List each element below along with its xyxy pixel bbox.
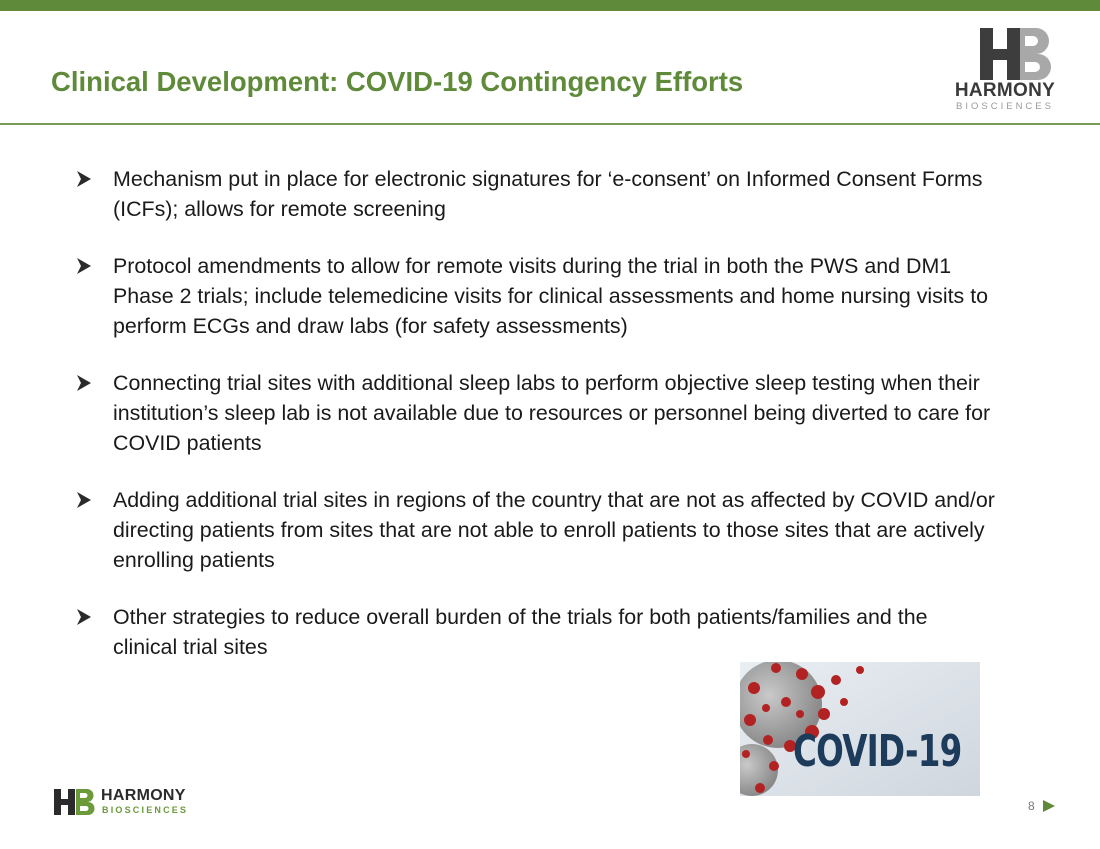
next-arrow-icon bbox=[1042, 799, 1056, 813]
arrow-bullet-icon bbox=[76, 491, 92, 509]
bullet-text: Other strategies to reduce overall burden of the trials for both patients/families and the clinical trial sites bbox=[113, 605, 928, 659]
footer-logo bbox=[54, 786, 214, 818]
bullet-list bbox=[76, 164, 996, 689]
bullet-item bbox=[76, 164, 996, 224]
page-number: 8 bbox=[1028, 799, 1035, 813]
header-brand-name: HARMONY bbox=[954, 80, 1056, 101]
arrow-bullet-icon bbox=[76, 257, 92, 275]
bullet-item bbox=[76, 251, 996, 341]
arrow-bullet-icon bbox=[76, 170, 92, 188]
arrow-bullet-icon bbox=[76, 374, 92, 392]
bullet-text: Connecting trial sites with additional sleep labs to perform objective sleep testing when their institution’s sleep lab is not available due to resources or personnel being diverted to care for COVID patients bbox=[113, 371, 991, 455]
bullet-text: Mechanism put in place for electronic signatures for ‘e-consent’ on Informed Consent Forms (ICFs); allows for remote screening bbox=[113, 167, 983, 221]
arrow-bullet-icon bbox=[76, 608, 92, 626]
bullet-item bbox=[76, 485, 996, 575]
header-brand-sub: BIOSCIENCES bbox=[956, 101, 1054, 112]
top-accent-bar bbox=[0, 0, 1100, 11]
bullet-item bbox=[76, 602, 996, 662]
covid-image-text: COVID-19 bbox=[793, 726, 962, 777]
slide-title: Clinical Development: COVID-19 Contingency Efforts bbox=[51, 66, 744, 97]
footer-brand-sub: BIOSCIENCES bbox=[102, 805, 189, 815]
hb-logo-mark-icon bbox=[54, 788, 98, 816]
header-logo bbox=[938, 22, 1072, 114]
bullet-item bbox=[76, 368, 996, 458]
bullet-text: Protocol amendments to allow for remote visits during the trial in both the PWS and DM1 Phase 2 trials; include telemedicine visits for clinical assessments and home nursing visits to perform ECGs and draw labs (for safety assessments) bbox=[113, 254, 989, 338]
covid-image bbox=[740, 662, 980, 796]
title-divider bbox=[0, 123, 1100, 125]
hb-logo-mark-icon bbox=[974, 26, 1054, 82]
bullet-text: Adding additional trial sites in regions of the country that are not as affected by COVID and/or directing patients from sites that are not able to enroll patients to those sites that are actively enrolling patients bbox=[113, 488, 995, 572]
footer-brand-name: HARMONY bbox=[101, 787, 186, 804]
